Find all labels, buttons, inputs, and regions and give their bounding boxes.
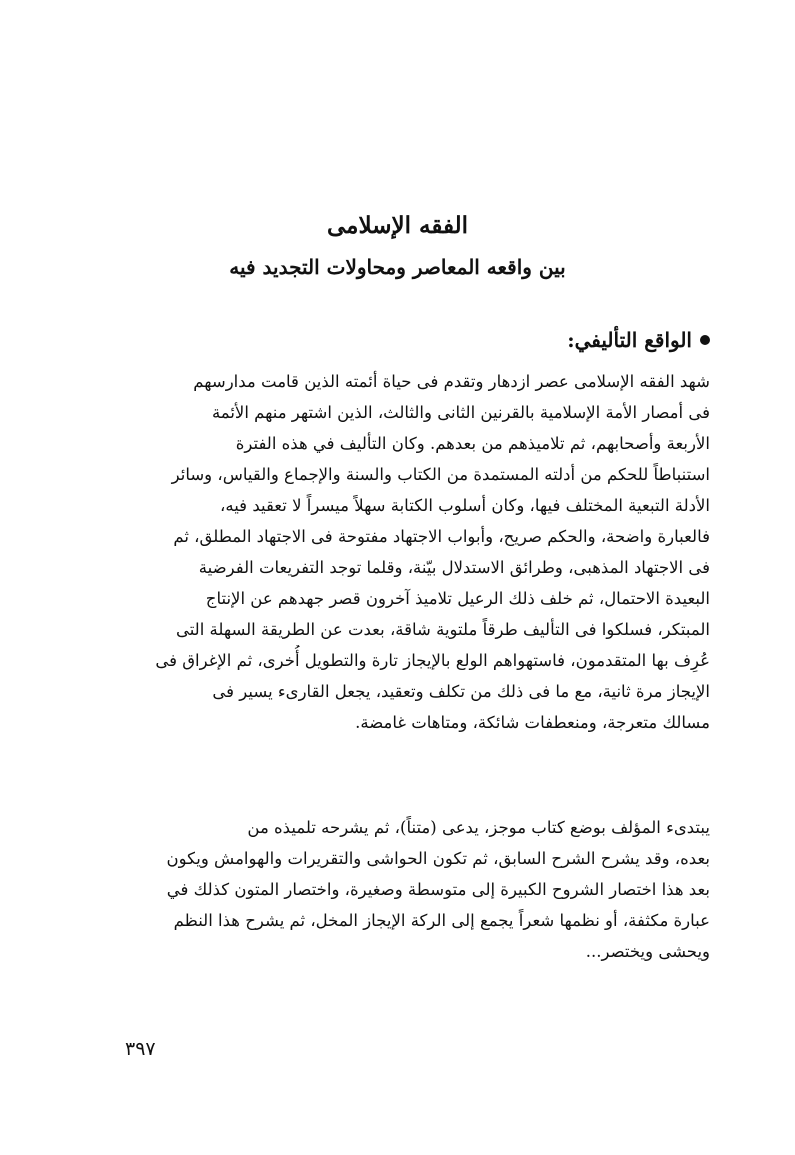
text-line: الأدلة التبعية المختلف فيها، وكان أسلوب الكتابة سهلاً ميسراً لا تعقيد فيه،	[220, 496, 710, 515]
text-line: شهد الفقه الإسلامى عصر ازدهار وتقدم فى حياة أئمته الذين قامت مدارسهم	[193, 372, 710, 391]
text-line: عبارة مكثفة، أو نظمها شعراً يجمع إلى الركة الإيجاز المخل، ثم يشرح هذا النظم	[173, 911, 710, 930]
text-line: يبتدىء المؤلف بوضع كتاب موجز، يدعى (متناً)، ثم يشرحه تلميذه من	[247, 818, 710, 837]
page-title: الفقه الإسلامى	[327, 212, 468, 239]
section-heading	[567, 328, 710, 352]
text-line: بعده، وقد يشرح الشرح السابق، ثم تكون الحواشى والتقريرات والهوامش ويكون	[166, 849, 710, 868]
text-line: ويحشى ويختصر...	[585, 942, 710, 961]
paragraph-2	[130, 812, 710, 967]
text-line: فى الاجتهاد المذهبى، وطرائق الاستدلال بيّنة، وقلما توجد التفريعات الفرضية	[198, 558, 710, 577]
text-line: عُرِف بها المتقدمون، فاستهواهم الولع بالإيجاز تارة والتطويل أُخرى، ثم الإغراق فى	[155, 651, 710, 670]
text-line: المبتكر، فسلكوا فى التأليف طرقاً ملتوية شاقة، بعدت عن الطريقة السهلة التى	[175, 620, 710, 639]
section-heading-text: الواقع التأليفي:	[567, 328, 692, 352]
text-line: فى أمصار الأمة الإسلامية بالقرنين الثانى والثالث، الذين اشتهر منهم الأئمة	[211, 403, 710, 422]
bullet-icon	[700, 335, 710, 345]
text-line: مسالك متعرجة، ومنعطفات شائكة، ومتاهات غامضة.	[355, 713, 710, 732]
text-line: الأربعة وأصحابهم، ثم تلاميذهم من بعدهم. وكان التأليف في هذه الفترة	[235, 434, 710, 453]
text-line: الإيجاز مرة ثانية، مع ما فى ذلك من تكلف وتعقيد، يجعل القارىء يسير فى	[212, 682, 710, 701]
page-subtitle: بين واقعه المعاصر ومحاولات التجديد فيه	[229, 255, 566, 279]
text-line: فالعبارة واضحة، والحكم صريح، وأبواب الاجتهاد مفتوحة فى الاجتهاد المطلق، ثم	[173, 527, 710, 546]
text-line: البعيدة الاحتمال، ثم خلف ذلك الرعيل تلاميذ آخرون قصر جهدهم عن الإنتاج	[205, 589, 710, 608]
paragraph-1	[130, 366, 710, 738]
text-line: استنباطاً للحكم من أدلته المستمدة من الكتاب والسنة والإجماع والقياس، وسائر	[171, 465, 710, 484]
text-line: بعد هذا اختصار الشروح الكبيرة إلى متوسطة وصغيرة، واختصار المتون كذلك في	[166, 880, 710, 899]
page-number: ٣٩٧	[125, 1038, 156, 1060]
